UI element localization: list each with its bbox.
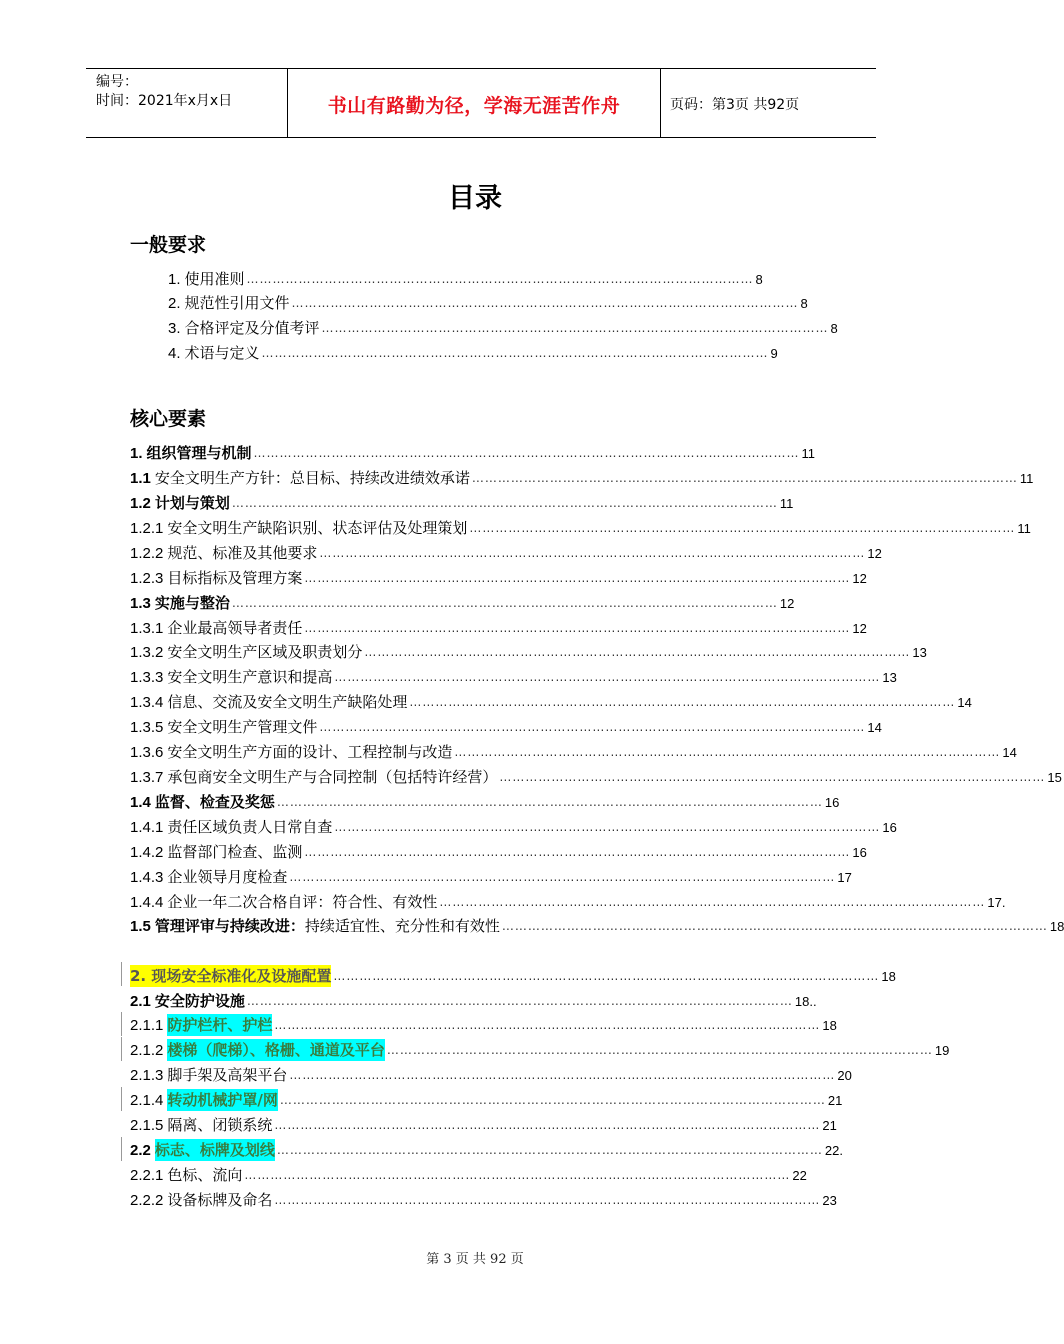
dot-leader: ……………………………………………………………………………………………………………… — [501, 919, 1048, 933]
header-divider — [660, 69, 661, 137]
header-page-info: 页码：第3页 共92页 — [670, 97, 800, 113]
toc-entry-label: 信息、交流及安全文明生产缺陷处理 — [167, 693, 408, 711]
toc-entry-number: 1.4.2 — [130, 844, 164, 861]
dot-leader: ……………………………………………………………………………………………………………… — [304, 845, 851, 859]
toc-entry[interactable] — [168, 292, 808, 314]
header-time: 时间：2021年x月x日 — [96, 93, 233, 109]
dot-leader: ……………………………………………………………………………………………………………… — [304, 621, 851, 635]
toc-entry[interactable] — [130, 766, 1062, 788]
dot-leader: ……………………………………………………………………………………………………… — [321, 321, 829, 335]
dot-leader: ……………………………………………………………………………………………………………… — [454, 745, 1001, 759]
toc-entry-label: 楼梯（爬梯）、格栅、通道及平台 — [167, 1041, 385, 1059]
toc-entry-number: 1.1 — [130, 470, 151, 487]
toc-entry[interactable] — [130, 617, 867, 639]
toc-entry-page: 12 — [779, 596, 795, 611]
toc-entry-page: 17 — [837, 870, 852, 885]
toc-entry-number: 1.3.2 — [130, 644, 164, 661]
toc-entry[interactable] — [130, 816, 897, 838]
toc-entry-label: 规范性引用文件 — [184, 294, 290, 312]
toc-entry-number: 1.2.1 — [130, 520, 164, 537]
toc-entry-label: 企业一年二次合格自评：符合性、有效性 — [167, 893, 438, 911]
dot-leader: ……………………………………………………………………………………………………………… — [289, 870, 836, 884]
toc-entry-label: 企业最高领导者责任 — [167, 619, 303, 637]
dot-leader: ……………………………………………………………………………………………………………… — [334, 670, 881, 684]
toc-entry-number: 1.2.2 — [130, 545, 164, 562]
toc-entry-page: 15 — [1047, 770, 1062, 785]
toc-entry[interactable] — [130, 915, 1064, 937]
toc-entry-page: 16 — [824, 795, 840, 810]
dot-leader: ……………………………………………………………………………………………………………… — [231, 596, 778, 610]
dot-leader: ……………………………………………………………………………………………………………… — [276, 795, 823, 809]
toc-entry-page: 22. — [824, 1143, 843, 1158]
toc-entry-number: 1.3 — [130, 595, 151, 612]
toc-entry[interactable] — [130, 1039, 950, 1061]
dot-leader: ……………………………………………………………………………………………………………… — [319, 720, 866, 734]
dot-leader: ……………………………………………………………………………………………………………… — [304, 571, 851, 585]
toc-entry-label: 安全文明生产缺陷识别、状态评估及处理策划 — [167, 519, 468, 537]
toc-entry-number: 1.3.5 — [130, 719, 164, 736]
toc-entry-page: 18 — [1049, 919, 1064, 934]
toc-entry-page: 20 — [837, 1068, 852, 1083]
dot-leader: ……………………………………………………………………………………………………………… — [439, 895, 986, 909]
toc-entry[interactable] — [130, 1164, 807, 1186]
header-number: 编号： — [96, 74, 138, 90]
dot-leader: ……………………………………………………………………………………………………… — [291, 296, 799, 310]
toc-entry[interactable] — [130, 716, 882, 738]
toc-entry-page: 21 — [827, 1093, 843, 1108]
toc-entry-page: 16 — [882, 820, 897, 835]
header-motto: 书山有路勤为径，学海无涯苦作舟 — [327, 95, 621, 117]
toc-entry-number: 4. — [168, 345, 181, 362]
toc-entry-label: 术语与定义 — [184, 344, 260, 362]
toc-entry-label: 安全文明生产管理文件 — [167, 718, 318, 736]
toc-entry-label: 安全文明生产意识和提高 — [167, 668, 333, 686]
toc-entry-label: 使用准则 — [184, 270, 245, 288]
toc-entry[interactable] — [168, 317, 838, 339]
header-meta — [96, 73, 232, 111]
dot-leader: ……………………………………………………………………………………………………………… — [499, 770, 1046, 784]
toc-entry[interactable] — [130, 1064, 852, 1086]
toc-entry-page: 16 — [852, 845, 867, 860]
toc-entry-label: 实施与整治 — [154, 594, 230, 612]
change-marker — [121, 1137, 122, 1161]
toc-entry-number: 1.2 — [130, 495, 151, 512]
toc-entry[interactable] — [130, 1014, 837, 1036]
toc-entry[interactable] — [130, 965, 896, 987]
toc-entry-page: 17. — [987, 895, 1006, 910]
toc-entry-label: 脚手架及高架平台 — [167, 1066, 288, 1084]
toc-entry-page: 21 — [822, 1118, 837, 1133]
dot-leader: ……………………………………………………………………………………………………………… — [319, 546, 866, 560]
toc-entry-page: 22 — [792, 1168, 807, 1183]
toc-entry[interactable] — [130, 517, 1031, 539]
toc-entry-label: 规范、标准及其他要求 — [167, 544, 318, 562]
dot-leader: ……………………………………………………………………………………………………………… — [409, 695, 956, 709]
toc-entry-page: 18 — [881, 969, 896, 984]
dot-leader: ……………………………………………………………………………………………………………… — [231, 496, 778, 510]
toc-entry-label: 监督、检查及奖惩 — [154, 793, 275, 811]
change-marker — [121, 1037, 122, 1061]
toc-entry[interactable] — [168, 342, 778, 364]
toc-entry[interactable] — [130, 1114, 837, 1136]
toc-entry-page: 8 — [800, 296, 808, 311]
toc-entry[interactable] — [130, 467, 1034, 489]
toc-entry-label: 目标指标及管理方案 — [167, 569, 303, 587]
dot-leader: ……………………………………………………………………………………………………………… — [334, 820, 881, 834]
toc-entry-label: 企业领导月度检查 — [167, 868, 288, 886]
toc-entry-page: 11 — [1017, 521, 1031, 536]
toc-entry-page: 11 — [1019, 471, 1034, 486]
toc-entry-number: 2.2 — [130, 1142, 151, 1159]
dot-leader: ……………………………………………………………………………………………………………… — [364, 645, 911, 659]
toc-entry[interactable] — [130, 741, 1017, 763]
toc-entry-page: 9 — [770, 346, 778, 361]
page-header — [86, 68, 876, 138]
toc-entry-label: 隔离、闭锁系统 — [167, 1116, 273, 1134]
toc-entry-label: 安全文明生产方针：总目标、持续改进绩效承诺 — [154, 469, 470, 487]
toc-entry-number: 1. — [168, 271, 181, 288]
toc-entry-number: 2.1.5 — [130, 1117, 164, 1134]
toc-entry-label: 标志、标牌及划线 — [154, 1141, 275, 1159]
toc-entry[interactable] — [130, 891, 1006, 913]
dot-leader: ……………………………………………………………………………………………………………… — [333, 969, 880, 983]
toc-entry-label: 合格评定及分值考评 — [184, 319, 320, 337]
toc-entry-number: 1.4.4 — [130, 894, 164, 911]
dot-leader: ……………………………………………………………………………………………………………… — [274, 1018, 821, 1032]
toc-entry[interactable] — [130, 492, 794, 514]
toc-entry[interactable] — [130, 666, 897, 688]
toc-entry-number: 2. — [168, 295, 181, 312]
toc-entry-page: 11 — [779, 496, 794, 511]
toc-entry-label: 安全文明生产区域及职责划分 — [167, 643, 363, 661]
change-marker — [121, 1087, 122, 1111]
toc-entry-page: 14 — [867, 720, 882, 735]
toc-entry[interactable] — [130, 442, 816, 464]
change-marker — [121, 1012, 122, 1036]
dot-leader: ……………………………………………………………………………………………………………… — [276, 1143, 823, 1157]
dot-leader: ……………………………………………………………………………………………………………… — [386, 1043, 933, 1057]
toc-entry-page: 18 — [822, 1018, 837, 1033]
toc-entry[interactable] — [130, 641, 927, 663]
toc-entry-label: 组织管理与机制 — [146, 444, 252, 462]
toc-entry-number: 1.4 — [130, 794, 151, 811]
page-footer: 第 3 页 共 92 页 — [426, 1252, 524, 1267]
toc-entry-label: 管理评审与持续改进： — [154, 917, 305, 935]
toc-entry[interactable] — [130, 841, 867, 863]
section-heading-general: 一般要求 — [130, 234, 207, 256]
toc-entry[interactable] — [130, 866, 852, 888]
toc-entry-number: 2.1.3 — [130, 1067, 164, 1084]
dot-leader: ……………………………………………………………………………………………………………… — [469, 521, 1016, 535]
toc-entry-label: 防护栏杆、护栏 — [167, 1016, 273, 1034]
toc-entry-number: 2.2.1 — [130, 1167, 164, 1184]
toc-entry-number: 1.5 — [130, 918, 151, 935]
toc-entry-number: 1.4.1 — [130, 819, 164, 836]
toc-entry-page: 8 — [830, 321, 838, 336]
dot-leader: ……………………………………………………………………………………………………………… — [253, 446, 800, 460]
toc-entry[interactable] — [130, 542, 882, 564]
toc-entry[interactable] — [130, 1189, 837, 1211]
toc-entry-label: 设备标牌及命名 — [167, 1191, 273, 1209]
toc-entry-page: 19 — [934, 1043, 950, 1058]
toc-entry-number: 1.3.3 — [130, 669, 164, 686]
toc-entry-label: 计划与策划 — [154, 494, 230, 512]
toc-entry[interactable] — [130, 990, 817, 1012]
toc-entry-label: 承包商安全文明生产与合同控制（包括特许经营） — [167, 768, 498, 786]
dot-leader: ……………………………………………………………………………………………………… — [261, 346, 769, 360]
toc-entry-page: 12 — [852, 571, 867, 586]
toc-entry-page: 12 — [852, 621, 867, 636]
toc-entry-page: 23 — [822, 1193, 837, 1208]
toc-entry-number: 1.3.7 — [130, 769, 164, 786]
dot-leader: ……………………………………………………………………………………………………………… — [244, 1168, 791, 1182]
toc-entry-label: 安全文明生产方面的设计、工程控制与改造 — [167, 743, 453, 761]
toc-entry-number: 2.2.2 — [130, 1192, 164, 1209]
toc-entry[interactable] — [130, 567, 867, 589]
toc-entry-page: 13 — [882, 670, 897, 685]
section-heading-core: 核心要素 — [130, 408, 207, 430]
toc-entry-number: 1.3.6 — [130, 744, 164, 761]
dot-leader: ……………………………………………………………………………………………………………… — [246, 994, 793, 1008]
toc-entry[interactable] — [130, 1139, 843, 1161]
dot-leader: ……………………………………………………………………………………………………… — [246, 272, 754, 286]
toc-entry[interactable] — [168, 268, 763, 290]
toc-entry-number: 2.1.4 — [130, 1092, 164, 1109]
toc-entry-label: 色标、流向 — [167, 1166, 243, 1184]
toc-entry-label: 转动机械护罩/网 — [167, 1091, 278, 1109]
dot-leader: ……………………………………………………………………………………………………………… — [279, 1093, 826, 1107]
toc-entry-page: 12 — [867, 546, 882, 561]
toc-entry-page: 14 — [1002, 745, 1017, 760]
dot-leader: ……………………………………………………………………………………………………………… — [274, 1193, 821, 1207]
toc-entry-label: 监督部门检查、监测 — [167, 843, 303, 861]
toc-entry-number: 1. — [130, 445, 143, 462]
toc-entry-number: 2.1 — [130, 993, 151, 1010]
toc-entry-label-cont: 持续适宜性、充分性和有效性 — [304, 917, 500, 935]
dot-leader: ……………………………………………………………………………………………………………… — [471, 471, 1018, 485]
toc-entry-number: 1.3.1 — [130, 620, 164, 637]
toc-entry-number: 1.3.4 — [130, 694, 164, 711]
toc-entry-page: 13 — [912, 645, 927, 660]
dot-leader: ……………………………………………………………………………………………………………… — [289, 1068, 836, 1082]
toc-entry[interactable] — [130, 691, 972, 713]
toc-entry-number: 1.2.3 — [130, 570, 164, 587]
toc-title: 目录 — [448, 183, 502, 214]
change-marker — [121, 962, 122, 986]
toc-entry-page: 11 — [801, 446, 816, 461]
toc-entry-label: 安全防护设施 — [154, 992, 245, 1010]
toc-entry-page: 18.. — [794, 994, 817, 1009]
toc-entry[interactable] — [130, 791, 840, 813]
toc-entry-number: 1.4.3 — [130, 869, 164, 886]
dot-leader: ……………………………………………………………………………………………………………… — [274, 1118, 821, 1132]
toc-entry-number: 2.1.1 — [130, 1017, 164, 1034]
toc-entry-page: 14 — [957, 695, 972, 710]
toc-entry[interactable] — [130, 592, 795, 614]
toc-entry-number: 2.1.2 — [130, 1042, 164, 1059]
toc-entry-number: 3. — [168, 320, 181, 337]
toc-entry-label: 2. 现场安全标准化及设施配置 — [130, 967, 332, 985]
toc-entry-page: 8 — [755, 272, 763, 287]
toc-entry-label: 责任区域负责人日常自查 — [167, 818, 333, 836]
toc-entry[interactable] — [130, 1089, 843, 1111]
